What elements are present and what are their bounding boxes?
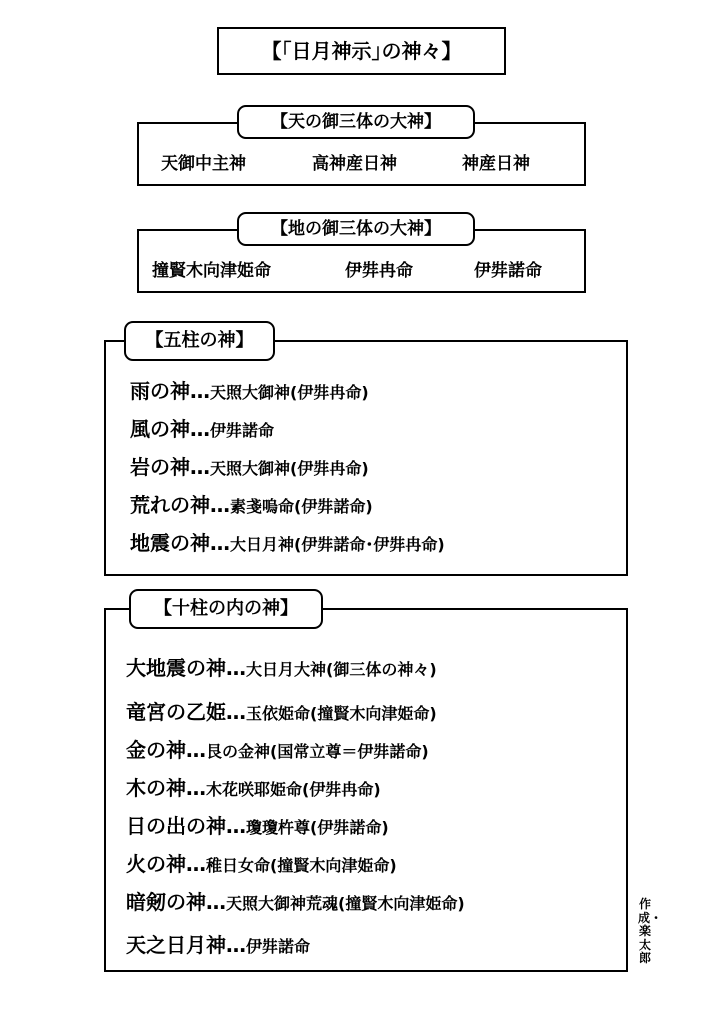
god-identity: 天照大御神(伊弉冉命) — [210, 459, 369, 478]
god-name: 日の出の神… — [126, 814, 246, 838]
list-item — [130, 451, 369, 480]
god-identity: 木花咲耶姫命(伊弉冉命) — [206, 780, 381, 799]
list-item — [130, 527, 445, 556]
five-pillars-box — [104, 340, 628, 576]
list-item — [126, 886, 465, 915]
god-identity: 艮の金神(国常立尊＝伊弉諾命) — [206, 742, 429, 761]
god-identity: 稚日女命(撞賢木向津姫命) — [206, 856, 397, 875]
god-identity: 天照大御神荒魂(撞賢木向津姫命) — [226, 894, 465, 913]
ten-pillars-box — [104, 608, 628, 972]
god-name: 荒れの神… — [130, 493, 230, 517]
list-item — [130, 489, 373, 518]
earth-trinity-label: 【地の御三体の大神】 — [237, 212, 475, 246]
god-name: 木の神… — [126, 776, 206, 800]
list-item — [126, 734, 429, 763]
list-item — [126, 810, 389, 839]
god-identity: 大日月大神(御三体の神々) — [246, 660, 437, 679]
list-item — [126, 652, 437, 681]
earth-god-2: 伊弉冉命 — [345, 261, 413, 281]
god-name: 雨の神… — [130, 379, 210, 403]
god-name: 暗剱の神… — [126, 890, 226, 914]
earth-god-3: 伊弉諾命 — [474, 261, 542, 281]
god-name: 大地震の神… — [126, 656, 246, 680]
list-item — [126, 929, 310, 958]
author-credit: 作成・楽太郎 — [638, 897, 663, 965]
list-item — [126, 696, 437, 725]
god-name: 岩の神… — [130, 455, 210, 479]
list-item — [126, 772, 381, 801]
god-identity: 素戔嗚命(伊弉諾命) — [230, 497, 373, 516]
god-name: 風の神… — [130, 417, 210, 441]
heaven-god-1: 天御中主神 — [161, 154, 246, 174]
god-identity: 瓊瓊杵尊(伊弉諾命) — [246, 818, 389, 837]
five-pillars-label: 【五柱の神】 — [124, 321, 275, 361]
heaven-god-3: 神産日神 — [462, 154, 530, 174]
god-identity: 伊弉諾命 — [210, 421, 275, 440]
god-identity: 伊弉諾命 — [246, 937, 311, 956]
god-name: 地震の神… — [130, 531, 230, 555]
god-identity: 天照大御神(伊弉冉命) — [210, 383, 369, 402]
god-name: 火の神… — [126, 852, 206, 876]
god-identity: 玉依姫命(撞賢木向津姫命) — [246, 704, 437, 723]
god-identity: 大日月神(伊弉諾命･伊弉冉命) — [230, 535, 445, 554]
god-name: 天之日月神… — [126, 933, 246, 957]
god-name: 竜宮の乙姫… — [126, 700, 246, 724]
god-name: 金の神… — [126, 738, 206, 762]
list-item — [130, 413, 274, 442]
page-title: 【｢日月神示｣の神々】 — [217, 27, 506, 75]
heaven-trinity-label: 【天の御三体の大神】 — [237, 105, 475, 139]
list-item — [130, 375, 369, 404]
earth-god-1: 撞賢木向津姫命 — [152, 261, 271, 281]
list-item — [126, 848, 397, 877]
ten-pillars-label: 【十柱の内の神】 — [129, 589, 323, 629]
heaven-god-2: 高神産日神 — [312, 154, 397, 174]
